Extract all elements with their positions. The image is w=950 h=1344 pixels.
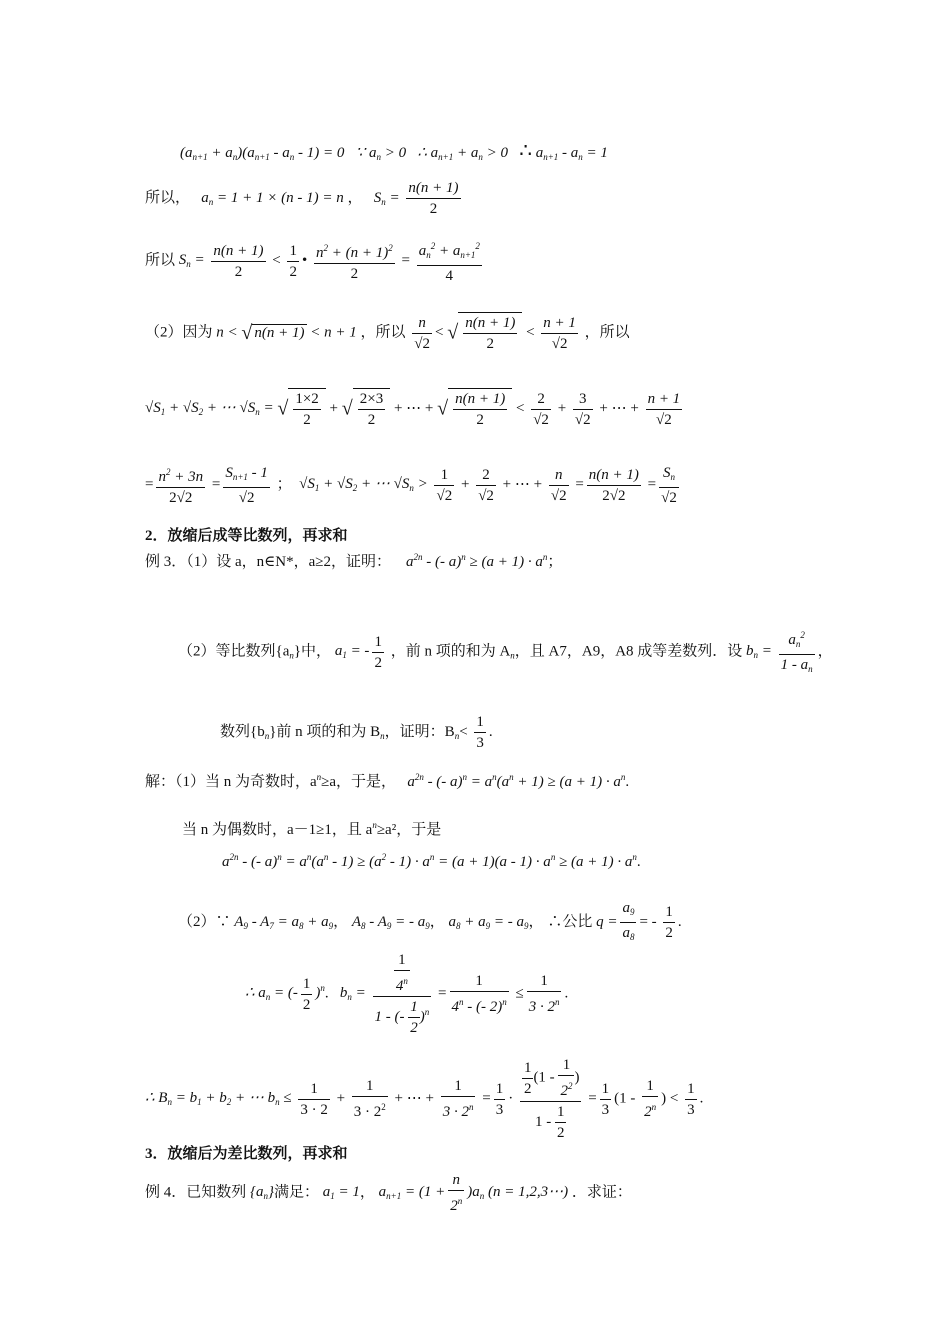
equation-line-3: 所以 $S_n$ = $\frac{n(n + 1)}{2}$ < $\frac{1}{2}$ • $\frac{n^2 + (n + 1)^2}{2}$ = $\frac{a_n^2 + a_{n+1}^2}{4}$ <box>145 236 950 286</box>
example-3-line-2: （2）等比数列$\{a_n\}$中， $a_1$ = - $\frac{1}{2}$ ，前 n 项的和为 $A_n$，且 A7，A9，A8 成等差数列．设 $b_n$ = $\frac{a_n^2}{1 - a_n}$ ， <box>178 625 950 679</box>
solution-line-6: ∴ $B_n = b_1 + b_2$ + ⋯ $b_n$ ≤ $\frac{1}{3 \cdot 2}$ + $\frac{1}{3 \cdot 2^2}$ + ⋯ + $\frac{1}{3 \cdot 2^n}$ = $\frac{1}{3}$ · $\frac{1}{2}$ (1 - $\frac{1}{2^2}$ ) 1 - $\frac{1}{2}$ = $\frac{1}{3}$ (1 - $\frac{1}{2^n}$ ) < $\frac{1}{3}$ . <box>145 1057 704 1141</box>
example-3-line-3: 数列$\{b_n\}$前 n 项的和为 $B_n$，证明：$B_n<$ $\frac{1}{3}$ . <box>220 714 493 751</box>
text-label: 所以 <box>145 252 176 269</box>
solution-line-3: $a^{2n}$ - (- $a)^n = a^n(a^n - 1) \ge (a^2 - 1) \cdot a^n = (a + 1)(a - 1) \cdot a^n \ge (a + 1) \cdot a^n$. <box>222 852 641 870</box>
solution-line-5: ∴ $a_n$ = (- $\frac{1}{2}$ )$^n$. $b_n$ = $\frac{1}{4^n}$ 1 - (- $\frac{1}{2}$ )$^n$ = $\frac{1}{4^n - (- 2)^n}$ ≤ $\frac{1}{3 \cdot 2^n}$ . <box>245 952 569 1036</box>
text-label: 所以， <box>145 189 191 206</box>
solution-line-1: 解：（1）当 n 为奇数时，$a^n\ge a$，于是， $a^{2n}$ - (- $a)^n = a^n(a^n + 1) \ge (a + 1) \cdot a^n$. <box>145 772 630 790</box>
solution-line-2: 当 n 为偶数时，a－1≥1，且 $a^n\ge a^2$，于是 <box>182 820 442 838</box>
example-3-line-1: 例 3．（1）设 a，n∈N*，a≥2，证明： $a^{2n}$ - (- $a)^n \ge (a + 1) \cdot a^n$； <box>145 552 563 570</box>
equation-line-1: $(a_{n+1} + a_n)(a_{n+1} - a_n - 1) = 0$ ∵ $a_n > 0$ ∴ $a_{n+1} + a_n > 0$ ∴ $a_{n+1} - a_n = 1$ <box>180 140 608 162</box>
equation-line-5: $√S_1 + √S_2$ + ⋯ $√S_n$ = √ $\frac{1\times 2}{2}$ + √ $\frac{2\times 3}{2}$ + ⋯ + √ $\frac{n(n + 1)}{2}$ < $\frac{2}{√2}$ + $\frac{3}{√2}$ + ⋯ + $\frac{n + 1}{√2}$ <box>145 388 950 430</box>
example-4-line: 例 4．已知数列 $\{a_n\}$满足： $a_1 = 1$， $a_{n+1} = (1$ + $\frac{n}{2^n}$ )$a_n$ (n = 1,2,3⋯) ．求证： <box>145 1172 632 1214</box>
section-heading-2: 2．放缩后成等比数列，再求和 <box>145 528 348 544</box>
section-heading-3: 3．放缩后为差比数列，再求和 <box>145 1146 348 1162</box>
equation-line-6: = $\frac{n^2 + 3n}{2√2}$ = $\frac{S_{n+1} - 1}{√2}$ ； $√S_1 + √S_2$ + ⋯ $√S_n$ > $\frac{1}{√2}$ + $\frac{2}{√2}$ + ⋯ + $\frac{n}{√2}$ = $\frac{n(n + 1)}{2√2}$ = $\frac{S_n}{√2}$ <box>145 462 950 508</box>
solution-line-4: （2）∵ $A_9 - A_7 = a_8 + a_9$， $A_8 - A_9$ = - $a_9$， $a_8 + a_9$ = - $a_9$， ∴公比 q = $\frac{a_9}{a_8}$ = - $\frac{1}{2}$ . <box>178 900 682 942</box>
equation-line-4: （2）因为 n < √ n(n + 1) < n + 1 ，所以 $\frac{n}{√2}$ < √ $\frac{n(n + 1)}{2}$ < $\frac{n + 1}{√2}$ ，所以 <box>145 312 950 354</box>
equation-line-2: 所以， $a_n = 1 + 1 \times (n - 1) = n$ ， $S_n$ = $\frac{n(n + 1)}{2}$ <box>145 180 459 217</box>
text-label: （2）因为 <box>145 324 213 341</box>
fraction: $\frac{n(n + 1)}{2}$ <box>408 180 459 217</box>
